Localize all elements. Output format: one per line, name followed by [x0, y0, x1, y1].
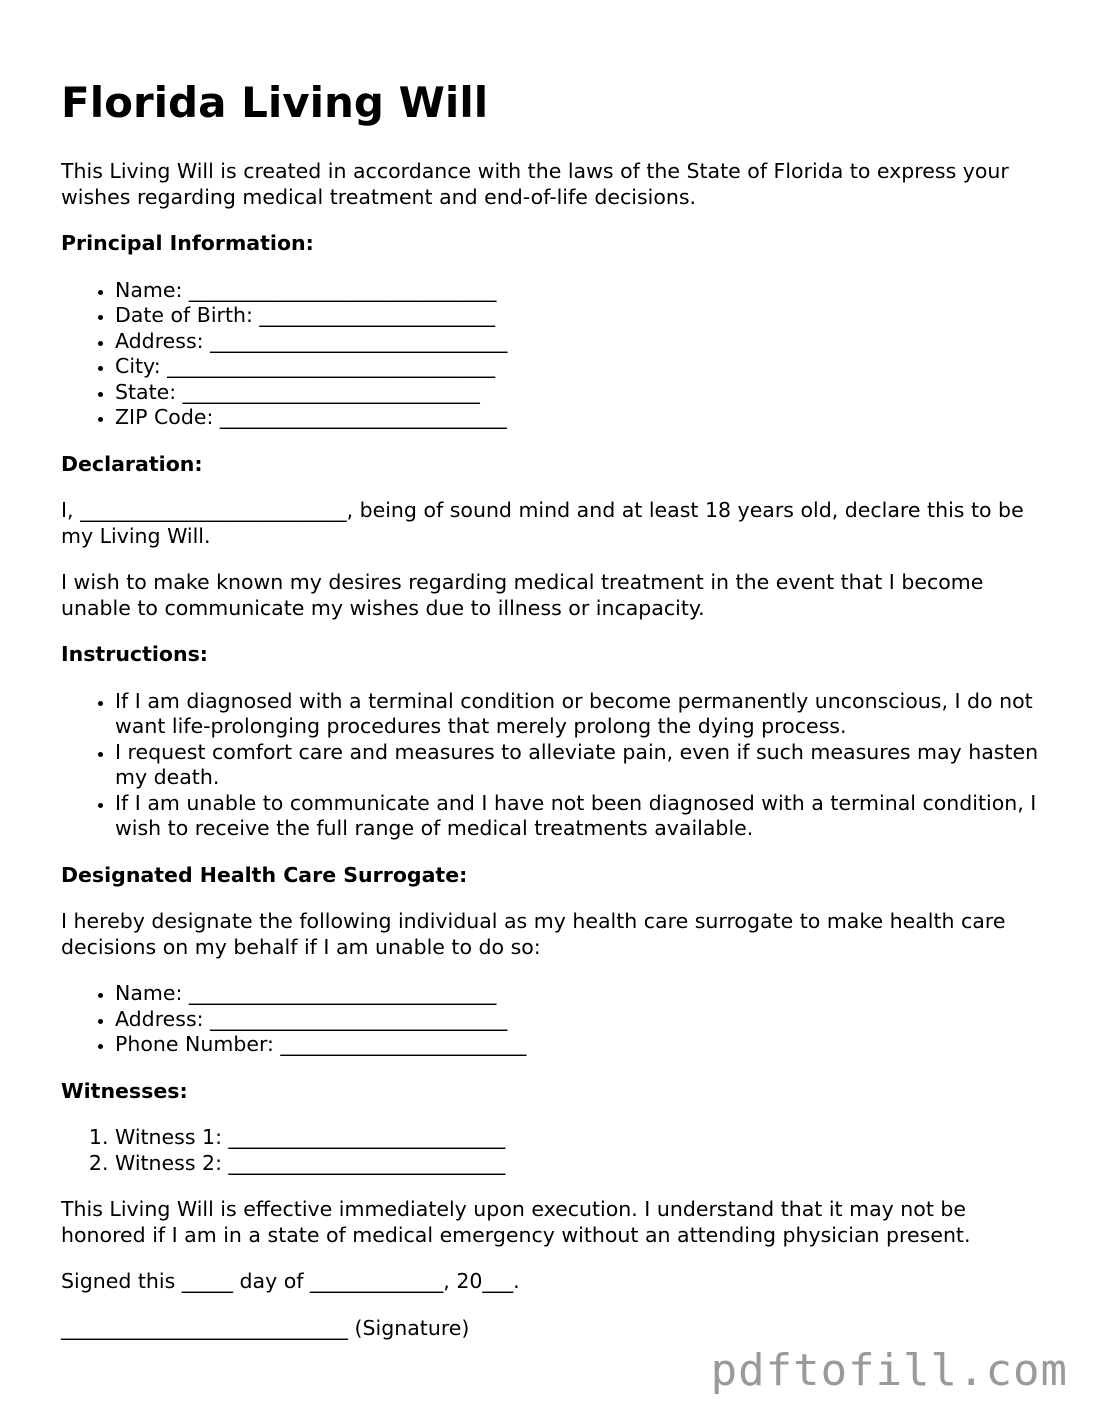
- page-title: Florida Living Will: [61, 78, 489, 127]
- surrogate-paragraph: I hereby designate the following individual as my health care surrogate to make health care decisions on my behalf if I am unable to do so:: [61, 909, 1006, 959]
- instructions-list: [61, 689, 1051, 842]
- instructions-heading: Instructions:: [61, 642, 208, 666]
- surrogate-phone-field[interactable]: • Phone Number: ________________________: [115, 1032, 1051, 1058]
- principal-state-field[interactable]: • State: _____________________________: [115, 380, 1051, 406]
- instruction-item: • If I am diagnosed with a terminal condition or become permanently unconscious, I do not want life-prolonging procedures that merely prolong the dying process.: [115, 689, 1051, 740]
- declaration-heading: Declaration:: [61, 451, 203, 476]
- principal-name-field[interactable]: • Name: ______________________________: [115, 278, 1051, 304]
- signature-line[interactable]: ____________________________ (Signature): [61, 1315, 470, 1340]
- surrogate-name-field[interactable]: • Name: ______________________________: [115, 981, 1051, 1007]
- declaration-desires: I wish to make known my desires regarding medical treatment in the event that I become unable to communicate my wishes due to illness or incapacity.: [61, 570, 984, 620]
- principal-dob-field[interactable]: • Date of Birth: _______________________: [115, 303, 1051, 329]
- principal-zip-field[interactable]: • ZIP Code: ____________________________: [115, 405, 1051, 431]
- witness-1-field[interactable]: 1. Witness 1: ___________________________: [115, 1125, 1051, 1151]
- signed-date-line[interactable]: Signed this _____ day of _____________, 20___.: [61, 1269, 520, 1293]
- principal-heading: Principal Information:: [61, 231, 314, 255]
- witnesses-list: [61, 1125, 1051, 1176]
- watermark-logo: pdftofill.com: [710, 1345, 1068, 1396]
- witness-2-field[interactable]: 2. Witness 2: ___________________________: [115, 1151, 1051, 1177]
- principal-fields-list: [61, 278, 1051, 431]
- intro-paragraph: This Living Will is created in accordance with the laws of the State of Florida to express your wishes regarding medical treatment and end-of-life decisions.: [61, 159, 1009, 209]
- instruction-item: • If I am unable to communicate and I have not been diagnosed with a terminal condition, I wish to receive the full range of medical treatments available.: [115, 791, 1051, 842]
- surrogate-address-field[interactable]: • Address: _____________________________: [115, 1007, 1051, 1033]
- declaration-statement[interactable]: I, __________________________, being of sound mind and at least 18 years old, declare this to be my Living Will.: [61, 498, 1024, 548]
- witnesses-heading: Witnesses:: [61, 1078, 188, 1103]
- principal-city-field[interactable]: • City: ________________________________: [115, 354, 1051, 380]
- principal-address-field[interactable]: • Address: _____________________________: [115, 329, 1051, 355]
- document-page: [61, 78, 1051, 1362]
- effective-paragraph: This Living Will is effective immediately upon execution. I understand that it may not be honored if I am in a state of medical emergency without an attending physician present.: [61, 1197, 971, 1247]
- surrogate-fields-list: [61, 981, 1051, 1058]
- surrogate-heading: Designated Health Care Surrogate:: [61, 862, 468, 887]
- instruction-item: • I request comfort care and measures to alleviate pain, even if such measures may hasten my death.: [115, 740, 1051, 791]
